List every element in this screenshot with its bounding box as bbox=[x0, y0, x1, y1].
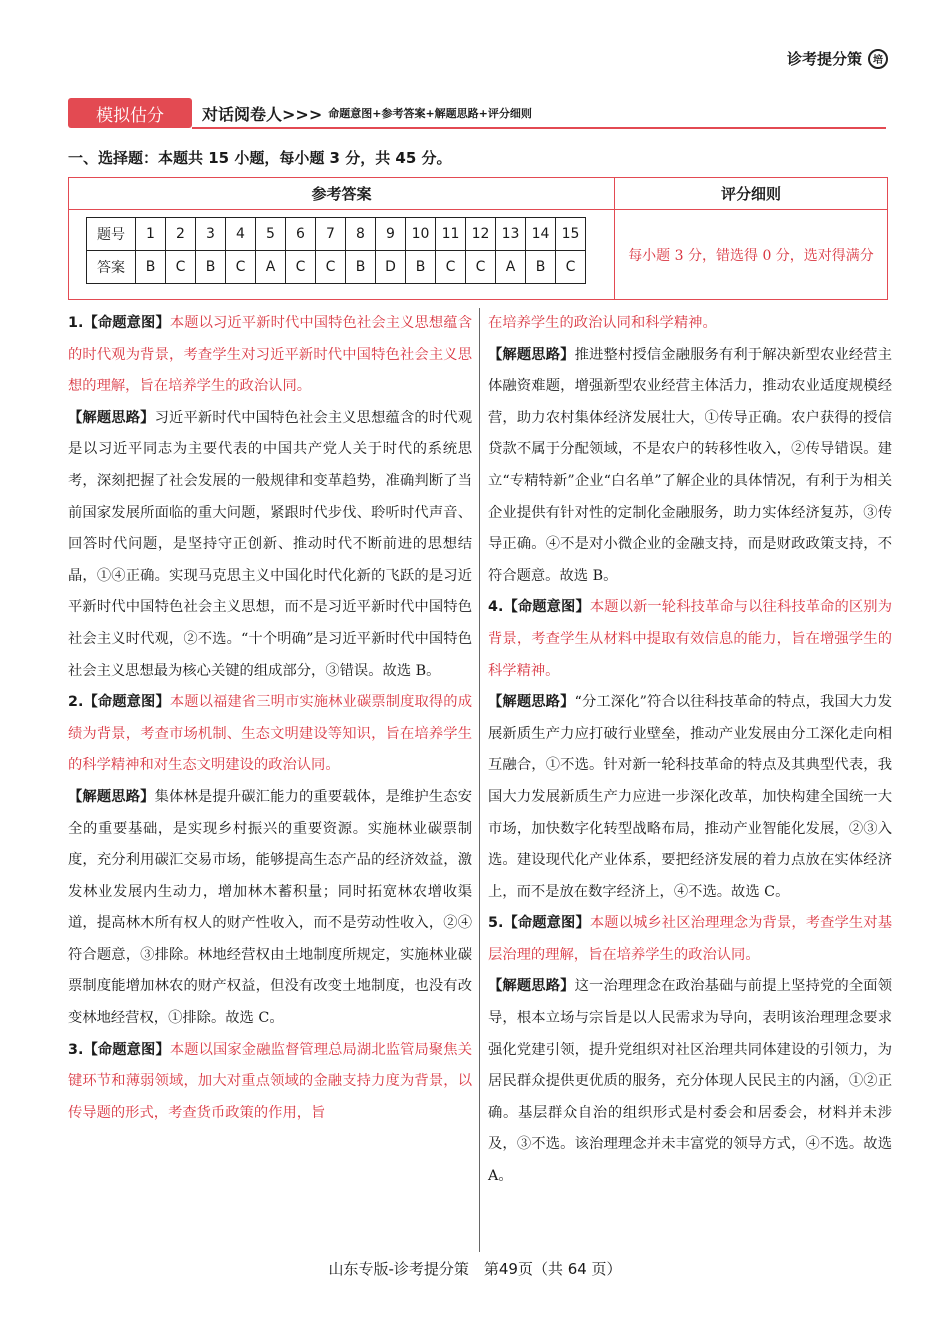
answer-row-label: 答案 bbox=[87, 251, 136, 284]
answer-cell: B bbox=[196, 251, 226, 284]
question-number: 3. bbox=[68, 1041, 84, 1058]
intent-text: 本题以习近平新时代中国特色社会主义思想蕴含的时代观为背景，考查学生对习近平新时代中国特色社会主义思想的理解，旨在培养学生的政治认同。 bbox=[68, 315, 472, 395]
q1-solution bbox=[68, 403, 472, 687]
intent-text: 本题以新一轮科技革命与以往科技革命的区别为背景，考查学生从材料中提取有效信息的能力，旨在增强学生的科学精神。 bbox=[488, 599, 892, 679]
intent-label: 【命题意图】 bbox=[83, 1041, 170, 1058]
number-cell: 11 bbox=[436, 218, 466, 251]
intent-text: 本题以国家金融监督管理总局湖北监管局聚焦关键环节和薄弱领域，加大对重点领域的金融支持力度为背景，以传导题的形式，考查货币政策的作用，旨 bbox=[68, 1041, 472, 1121]
q3-intent bbox=[68, 1035, 472, 1130]
question-section-title: 一、选择题：本题共 15 小题，每小题 3 分，共 45 分。 bbox=[68, 149, 452, 167]
answer-cell: A bbox=[256, 251, 286, 284]
answer-cell: B bbox=[136, 251, 166, 284]
answer-cell: B bbox=[406, 251, 436, 284]
left-column bbox=[68, 308, 472, 1129]
answer-cell: C bbox=[286, 251, 316, 284]
number-cell: 8 bbox=[346, 218, 376, 251]
brand bbox=[787, 48, 888, 69]
solution-text: 这一治理理念在政治基础与前提上坚持党的全面领导，根本立场与宗旨是以人民需求为导向，表明该治理理念要求强化党建引领，提升党组织对社区治理共同体建设的引领力，为居民群众提供更优质的服务，充分体现人民民主的内涵，①②正确。基层群众自治的组织形式是村委会和居委会，材料并未涉及，③不选。该治理理念并未丰富党的领导方式，④不选。故选 A。 bbox=[488, 978, 893, 1185]
intent-label: 【命题意图】 bbox=[83, 315, 170, 331]
scoring-table-header: 评分细则 bbox=[615, 178, 887, 210]
q2-intent bbox=[68, 687, 472, 782]
header-divider bbox=[192, 127, 886, 129]
solution-text: 集体林是提升碳汇能力的重要载体，是维护生态安全的重要基础，是实现乡村振兴的重要资源。实施林业碳票制度，充分利用碳汇交易市场，能够提高生态产品的经济效益，激发林业发展内生动力，增加林木蓄积量；同时拓宽林农增收渠道，提高林木所有权人的财产性收入，而不是劳动性收入，②④符合题意，③排除。林地经营权由土地制度所规定，实施林业碳票制度能增加林农的财产权益，但没有改变土地制度，也没有改变林地经营权，①排除。故选 C。 bbox=[68, 788, 473, 1027]
answer-cell: A bbox=[496, 251, 526, 284]
answer-cell: C bbox=[466, 251, 496, 284]
number-cell: 13 bbox=[496, 218, 526, 251]
number-cell: 5 bbox=[256, 218, 286, 251]
answer-cell: D bbox=[376, 251, 406, 284]
solution-text: 推进整村授信金融服务有利于解决新型农业经营主体融资难题，增强新型农业经营主体活力，推动农业适度规模经营，助力农村集体经济发展壮大，①传导正确。农户获得的授信贷款不属于分配领域，不是农户的转移性收入，②传导错误。建立“专精特新”企业“白名单”了解企业的具体情况，有利于为相关企业提供有针对性的定制化金融服务，助力实体经济复苏，③传导正确。④不是对小微企业的金融支持，而是财政政策支持，不符合题意。故选 B。 bbox=[488, 346, 893, 584]
solution-label: 【解题思路】 bbox=[488, 694, 575, 711]
page-footer: 山东专版-诊考提分策 第49页（共 64 页） bbox=[328, 1260, 622, 1278]
answer-cell: B bbox=[346, 251, 376, 284]
section-tag: 模拟估分 bbox=[68, 98, 192, 128]
right-column bbox=[488, 308, 892, 1193]
answer-cell: C bbox=[436, 251, 466, 284]
number-cell: 3 bbox=[196, 218, 226, 251]
answer-cell: C bbox=[556, 251, 586, 284]
q5-solution bbox=[488, 971, 892, 1192]
answer-cell: C bbox=[226, 251, 256, 284]
q1-intent bbox=[68, 308, 472, 403]
q4-intent bbox=[488, 592, 892, 687]
solution-text: “分工深化”符合以往科技革命的特点，我国大力发展新质生产力应打破行业壁垒，推动产业发展由分工深化走向相互融合，①不选。针对新一轮科技革命的特点及其典型代表，我国大力发展新质生产力应进一步深化改革，加快构建全国统一大市场，加快数字化转型战略布局，推动产业智能化发展，②③入选。建设现代化产业体系，要把经济发展的着力点放在实体经济上，而不是放在数字经济上，④不选。故选 C。 bbox=[488, 694, 893, 900]
q3-intent-continued bbox=[488, 308, 892, 340]
brand-name: 诊考提分策 bbox=[786, 50, 862, 68]
answer-grid bbox=[86, 217, 586, 284]
solution-text: 习近平新时代中国特色社会主义思想蕴含的时代观是以习近平同志为主要代表的中国共产党人关于时代的系统思考，深刻把握了社会发展的一般规律和变革趋势，准确判断了当前国家发展所面临的重大问题，紧跟时代步伐、聆听时代声音、回答时代问题，是坚持守正创新、推动时代不断前进的思想结晶，①④正确。实现马克思主义中国化时代化新的飞跃的是习近平新时代中国特色社会主义思想，而不是习近平新时代中国特色社会主义时代观，②不选。“十个明确”是习近平新时代中国特色社会主义思想最为核心关键的组成部分，③错误。故选 B。 bbox=[68, 409, 473, 679]
scoring-rule: 每小题 3 分，错选得 0 分，选对得满分 bbox=[628, 247, 874, 264]
intent-text: 本题以城乡社区治理理念为背景，考查学生对基层治理的理解，旨在培养学生的政治认同。 bbox=[488, 915, 892, 963]
number-cell: 1 bbox=[136, 218, 166, 251]
intent-text: 在培养学生的政治认同和科学精神。 bbox=[488, 315, 717, 331]
q4-solution bbox=[488, 687, 892, 908]
solution-label: 【解题思路】 bbox=[68, 409, 155, 426]
solution-label: 【解题思路】 bbox=[488, 978, 575, 995]
column-divider bbox=[479, 308, 480, 1252]
answer-cell: C bbox=[166, 251, 196, 284]
question-number: 1. bbox=[68, 315, 84, 331]
number-cell: 9 bbox=[376, 218, 406, 251]
intent-label: 【命题意图】 bbox=[503, 915, 590, 932]
number-cell: 7 bbox=[316, 218, 346, 251]
q2-solution bbox=[68, 782, 472, 1035]
answer-table-header: 参考答案 bbox=[69, 178, 615, 210]
answer-row bbox=[87, 251, 586, 284]
number-cell: 12 bbox=[466, 218, 496, 251]
brand-logo-icon: 培 bbox=[868, 49, 888, 69]
number-cell: 4 bbox=[226, 218, 256, 251]
intent-text: 本题以福建省三明市实施林业碳票制度取得的成绩为背景，考查市场机制、生态文明建设等知识，旨在培养学生的科学精神和对生态文明建设的政治认同。 bbox=[68, 694, 472, 774]
number-cell: 15 bbox=[556, 218, 586, 251]
answer-cell: C bbox=[316, 251, 346, 284]
answer-table bbox=[68, 177, 888, 300]
solution-label: 【解题思路】 bbox=[68, 788, 155, 805]
number-row bbox=[87, 218, 586, 251]
q3-solution bbox=[488, 340, 892, 593]
question-number: 5. bbox=[488, 915, 504, 932]
answer-grid-container bbox=[69, 210, 615, 299]
question-number: 4. bbox=[488, 599, 504, 616]
q5-intent bbox=[488, 908, 892, 971]
section-header bbox=[68, 98, 886, 128]
number-cell: 10 bbox=[406, 218, 436, 251]
intent-label: 【命题意图】 bbox=[503, 599, 590, 616]
number-cell: 6 bbox=[286, 218, 316, 251]
number-row-label: 题号 bbox=[87, 218, 136, 251]
question-number: 2. bbox=[68, 694, 84, 711]
section-subtitle: 命题意图+参考答案+解题思路+评分细则 bbox=[328, 107, 532, 120]
solution-label: 【解题思路】 bbox=[488, 346, 575, 363]
section-title-text: 对话阅卷人>>> bbox=[202, 104, 323, 124]
intent-label: 【命题意图】 bbox=[83, 694, 170, 711]
number-cell: 14 bbox=[526, 218, 556, 251]
answer-cell: B bbox=[526, 251, 556, 284]
number-cell: 2 bbox=[166, 218, 196, 251]
